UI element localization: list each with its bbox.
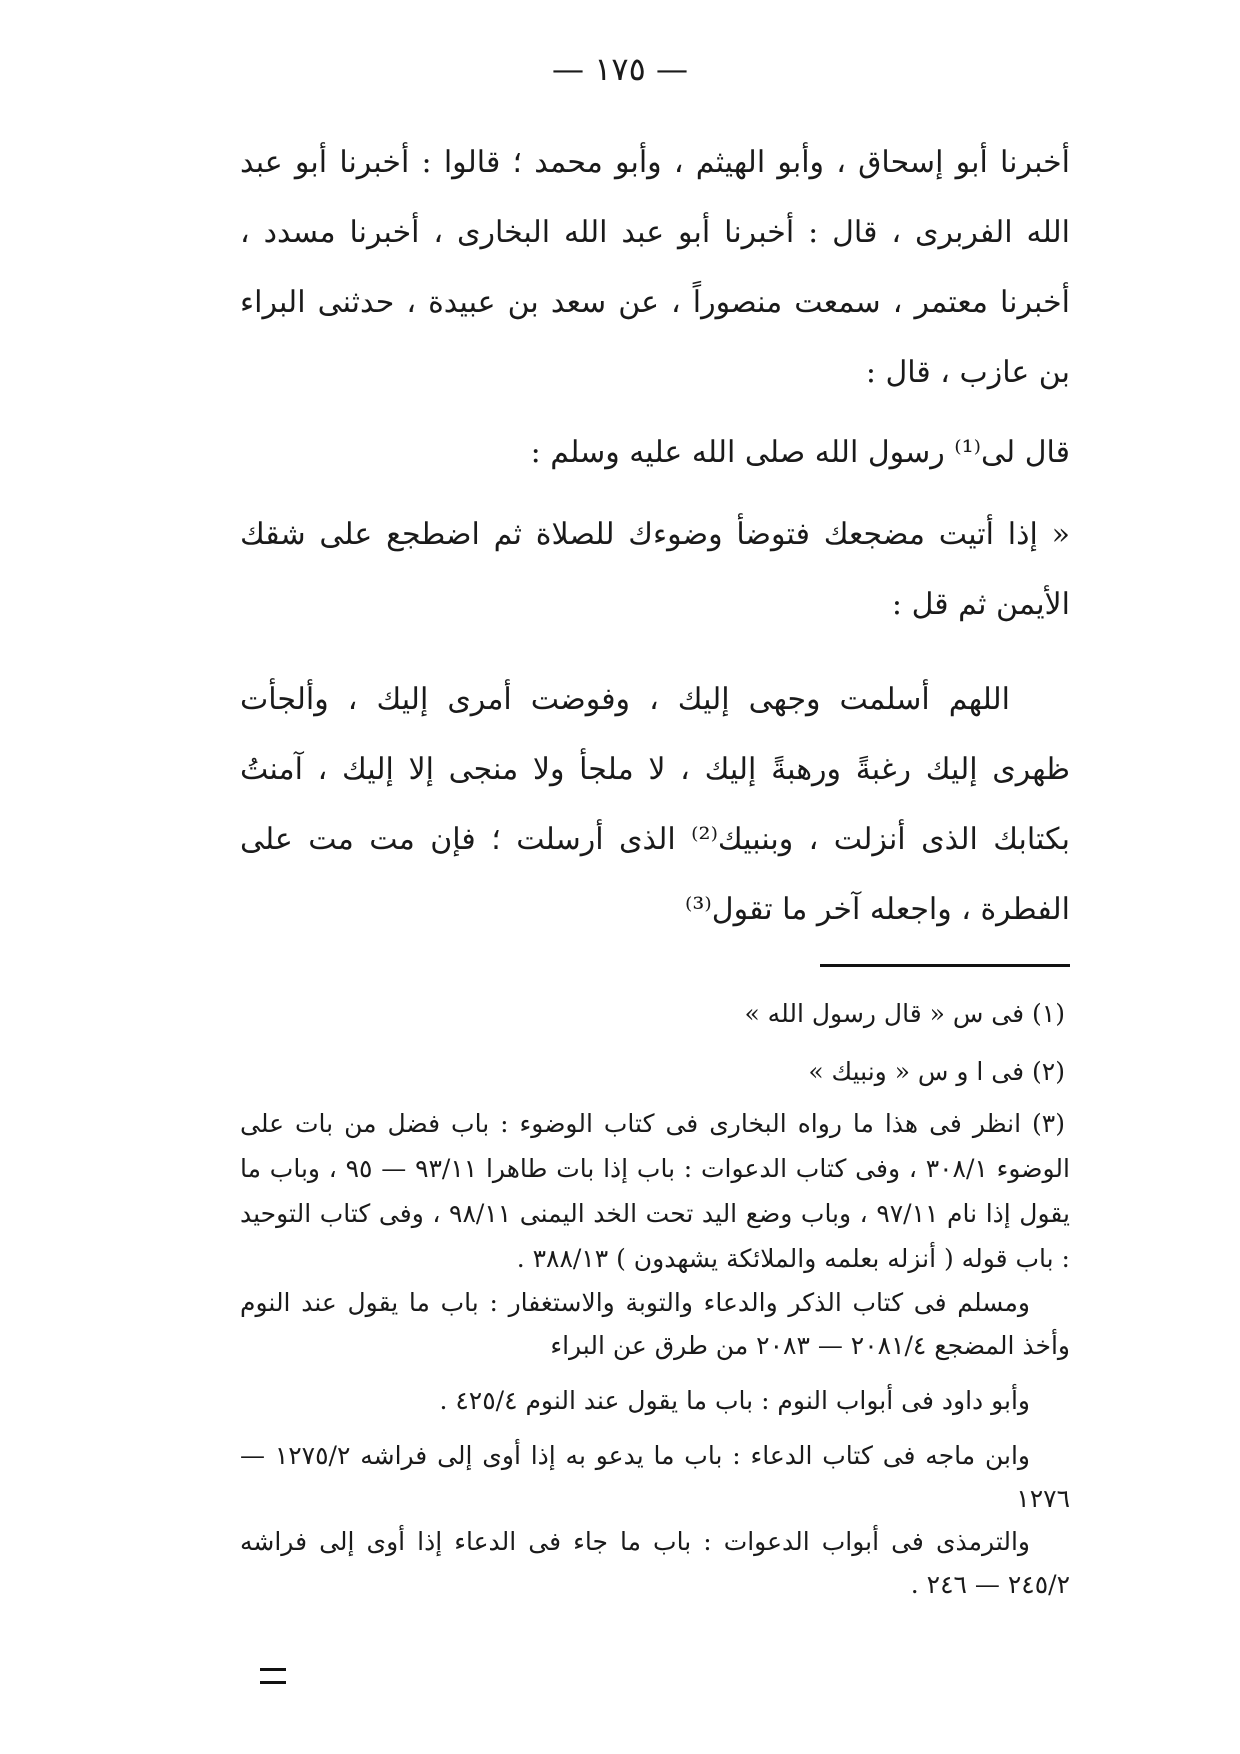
footnote-3: (٣) انظر فى هذا ما رواه البخارى فى كتاب الوضوء : باب فضل من بات على الوضوء ٣٠٨/١ ، وفى كتاب الدعوات : باب إذا بات طاهرا ٩٣/١١ — ٩٥ ، وباب ما يقول إذا نام ٩٧/١١ ، وباب وضع اليد تحت الخد اليمنى ٩٨/١١ ، وفى كتاب التوحيد : باب قوله ( أنزله بعلمه والملائكة يشهدون ) ٣٨٨/١٣ . [240,1109,1070,1273]
printer-mark [260,1668,286,1684]
dua-text: اللهم أسلمت وجهى إليك ، وفوضت أمرى إليك ، وألجأت ظهرى إليك رغبةً ورهبةً إليك ، لا ملجأ ولا منجى إلا إليك ، آمنتُ بكتابك الذى أنزلت ، وبنبيك⁽²⁾ الذى أرسلت ؛ فإن مت مت على الفطرة ، واجعله آخر ما تقول⁽³⁾ [240,682,1070,927]
footnote-1: (١) فى س « قال رسول الله » [744,999,1065,1028]
footnote-2: (٢) فى ا و س « ونبيك » [808,1057,1065,1086]
hadith-intro: قال لى⁽¹⁾ رسول الله صلى الله عليه وسلم : [530,435,1070,470]
footnote-3-abu-dawud: وأبو داود فى أبواب النوم : باب ما يقول عند النوم ٤٢٥/٤ . [439,1386,1030,1415]
footnotes [240,985,1070,1606]
page-number: — ١٧٥ — [552,50,688,88]
footnote-3-tirmidhi: والترمذى فى أبواب الدعوات : باب ما جاء فى الدعاء إذا أوى إلى فراشه ٢٤٥/٢ — ٢٤٦ . [240,1527,1070,1599]
hadith-text: « إذا أتيت مضجعك فتوضأ وضوءك للصلاة ثم اضطجع على شقك الأيمن ثم قل : [240,517,1070,622]
isnad-paragraph: أخبرنا أبو إسحاق ، وأبو الهيثم ، وأبو محمد ؛ قالوا : أخبرنا أبو عبد الله الفربرى ، قال : أخبرنا أبو عبد الله البخارى ، أخبرنا مسدد ، أخبرنا معتمر ، سمعت منصوراً ، عن سعد بن عبيدة ، حدثنى البراء بن عازب ، قال : [240,145,1070,390]
footnote-separator [820,964,1070,967]
footnote-3-muslim: ومسلم فى كتاب الذكر والدعاء والتوبة والاستغفار : باب ما يقول عند النوم وأخذ المضجع ٢٠٨١/٤ — ٢٠٨٣ من طرق عن البراء [240,1288,1070,1360]
footnote-3-ibn-majah: وابن ماجه فى كتاب الدعاء : باب ما يدعو به إذا أوى إلى فراشه ١٢٧٥/٢ — ١٢٧٦ [240,1441,1070,1513]
